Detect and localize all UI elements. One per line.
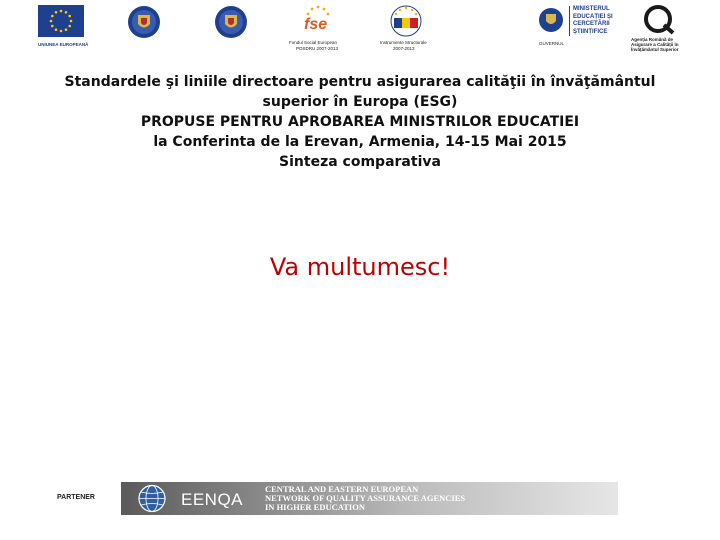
fse-logo-text: fse bbox=[304, 16, 328, 33]
instrumente-structurale-logo bbox=[386, 3, 426, 44]
is-flag-icon bbox=[386, 3, 426, 39]
globe-icon bbox=[135, 483, 169, 514]
ministry-name bbox=[569, 6, 613, 36]
ministry-logo bbox=[538, 6, 564, 41]
government-crest-2 bbox=[214, 4, 248, 45]
eu-logo bbox=[38, 5, 84, 37]
eu-caption: UNIUNEA EUROPEANĂ bbox=[38, 42, 89, 47]
banner-line3: IN HIGHER EDUCATION bbox=[265, 502, 365, 512]
title-line4: la Conferinta de la Erevan, Armenia, 14-15 Mai 2015 bbox=[153, 134, 567, 150]
aracis-q-icon bbox=[642, 3, 676, 35]
crest-icon bbox=[127, 4, 161, 40]
enqa-logo-text: EENQA bbox=[181, 490, 244, 509]
title-line2: superior în Europa (ESG) bbox=[262, 94, 458, 110]
aracis-line1: Agenția Română de bbox=[631, 37, 674, 42]
title-line1: Standardele şi liniile directoare pentru asigurarea calităţii în învăţământul bbox=[64, 74, 656, 90]
ministry-line2: EDUCAȚIEI ȘI bbox=[573, 13, 613, 20]
ministry-line3: CERCETĂRII bbox=[573, 21, 610, 27]
ministry-line4: ȘTIINȚIFICE bbox=[573, 28, 608, 35]
fse-caption-line2: POSDRU 2007-2013 bbox=[296, 46, 339, 51]
title-line5: Sinteza comparativa bbox=[279, 154, 441, 170]
banner-line1: CENTRAL AND EASTERN EUROPEAN bbox=[265, 484, 419, 494]
ministry-line1: MINISTERUL bbox=[573, 6, 610, 12]
ceenqa-banner bbox=[121, 482, 618, 515]
eu-flag-icon bbox=[38, 5, 84, 37]
government-crest-1 bbox=[127, 4, 161, 45]
partener-label: PARTENER bbox=[57, 494, 95, 501]
crest-icon bbox=[214, 4, 248, 40]
banner-text bbox=[265, 485, 465, 512]
aracis-logo-text: Q bbox=[700, 0, 701, 1]
ministry-caption: GUVERNUL bbox=[539, 41, 565, 46]
aracis-caption bbox=[631, 37, 679, 52]
is-caption-line1: Instrumente Structurale bbox=[380, 40, 427, 45]
is-caption-line2: 2007-2013 bbox=[393, 46, 415, 51]
aracis-line3: Învățământul Superior bbox=[631, 47, 679, 52]
fse-caption-line1: Fondul Social European bbox=[289, 40, 338, 45]
title-line3: PROPUSE PENTRU APROBAREA MINISTRILOR EDUCATIEI bbox=[140, 114, 580, 130]
presentation-title bbox=[60, 72, 660, 172]
banner-line2: NETWORK OF QUALITY ASSURANCE AGENCIES bbox=[265, 493, 466, 503]
aracis-logo bbox=[642, 3, 676, 40]
fse-logo bbox=[298, 4, 338, 36]
thank-you-message: Va multumesc! bbox=[269, 253, 451, 281]
aracis-line2: Asigurare a Calității în bbox=[631, 42, 679, 47]
crest-icon bbox=[538, 6, 564, 36]
